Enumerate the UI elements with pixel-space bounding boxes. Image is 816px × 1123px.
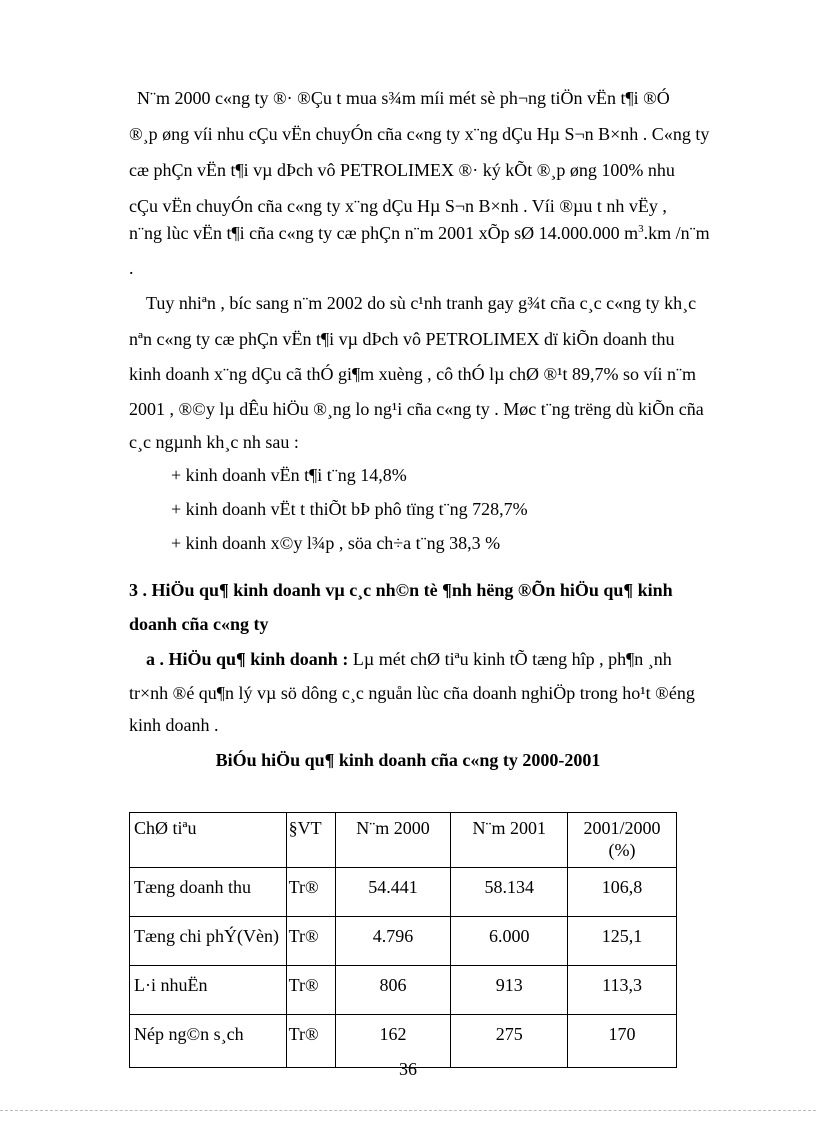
header-ratio-label: 2001/2000 xyxy=(583,818,661,838)
row-value-2000: 162 xyxy=(335,1015,451,1068)
bullet-item-1: + kinh doanh vËn t¶i t¨ng 14,8% xyxy=(171,465,407,485)
subsection-text: Lµ mét chØ tiªu kinh tÕ tæng hîp , ph¶n ¸nh xyxy=(348,649,672,669)
header-ratio-unit: (%) xyxy=(608,840,636,860)
page-bottom-edge xyxy=(0,1110,816,1111)
table-row xyxy=(130,917,677,966)
subsection-label: a . HiÖu qu¶ kinh doanh : xyxy=(146,649,349,669)
section-heading-line-2: doanh cña c«ng ty xyxy=(129,614,269,634)
bullet-item-3: + kinh doanh x©y l¾p , söa ch÷a t¨ng 38,3 % xyxy=(171,533,501,553)
row-unit: Tr® xyxy=(286,868,335,917)
row-value-2000: 806 xyxy=(335,966,451,1015)
header-unit: §VT xyxy=(286,813,335,868)
row-unit: Tr® xyxy=(286,917,335,966)
row-label: Nép ng©n s¸ch xyxy=(130,1015,287,1068)
row-label: L·i nhuËn xyxy=(130,966,287,1015)
section-heading-line-1: 3 . HiÖu qu¶ kinh doanh vµ c¸c nh©n tè ¶nh hëng ®Õn hiÖu qu¶ kinh xyxy=(129,580,673,600)
superscript-unit: 3 xyxy=(638,223,644,235)
row-value-2001: 275 xyxy=(451,1015,568,1068)
row-value-2001: 58.134 xyxy=(451,868,568,917)
row-value-2000: 4.796 xyxy=(335,917,451,966)
paragraph-2-line-1: Tuy nhiªn , bíc sang n¨m 2002 do sù c¹nh tranh gay g¾t cña c¸c c«ng ty kh¸c xyxy=(146,293,697,313)
paragraph-1-line-5 xyxy=(129,221,710,245)
paragraph-1-line-3: cæ phÇn vËn t¶i vµ dÞch vô PETROLIMEX ®· ký kÕt ®¸p øng 100% nhu xyxy=(129,160,675,180)
paragraph-2-line-3: kinh doanh x¨ng dÇu cã thÓ gi¶m xuèng , cô thÓ lµ chØ ®¹t 89,7% so víi n¨m xyxy=(129,364,697,384)
row-ratio: 106,8 xyxy=(568,868,677,917)
subsection-line-3: kinh doanh . xyxy=(129,715,219,735)
paragraph-1-line-6: . xyxy=(129,258,134,278)
paragraph-2-line-2: nªn c«ng ty cæ phÇn vËn t¶i vµ dÞch vô PETROLIMEX dï kiÕn doanh thu xyxy=(129,329,675,349)
paragraph-1-line-1: N¨m 2000 c«ng ty ®· ®Çu t mua s¾m míi mét sè ph¬ng tiÖn vËn t¶i ®Ó xyxy=(137,88,670,108)
paragraph-2-line-5: c¸c ngµnh kh¸c nh sau : xyxy=(129,432,299,452)
efficiency-table xyxy=(129,812,677,1068)
row-unit: Tr® xyxy=(286,1015,335,1068)
paragraph-1-line-5-tail: .km /n¨m xyxy=(643,223,710,243)
header-year-2001: N¨m 2001 xyxy=(451,813,568,868)
row-ratio: 170 xyxy=(568,1015,677,1068)
paragraph-1-line-2: ®¸p øng víi nhu cÇu vËn chuyÓn cña c«ng ty x¨ng dÇu Hµ S¬n B×nh . C«ng ty xyxy=(129,124,710,144)
table-header-row xyxy=(130,813,677,868)
subsection-line-1 xyxy=(146,647,672,671)
row-value-2000: 54.441 xyxy=(335,868,451,917)
row-value-2001: 913 xyxy=(451,966,568,1015)
table-row xyxy=(130,868,677,917)
paragraph-1-line-4: cÇu vËn chuyÓn cña c«ng ty x¨ng dÇu Hµ S¬n B×nh . Víi ®µu t nh vËy , xyxy=(129,196,667,216)
table-caption: BiÓu hiÖu qu¶ kinh doanh cña c«ng ty 2000-2001 xyxy=(215,750,601,770)
row-value-2001: 6.000 xyxy=(451,917,568,966)
subsection-line-2: tr×nh ®é qu¶n lý vµ sö dông c¸c nguån lùc cña doanh nghiÖp trong ho¹t ®éng xyxy=(129,683,695,703)
row-label: Tæng doanh thu xyxy=(130,868,287,917)
row-unit: Tr® xyxy=(286,966,335,1015)
row-ratio: 113,3 xyxy=(568,966,677,1015)
bullet-item-2: + kinh doanh vËt t thiÕt bÞ phô tïng t¨ng 728,7% xyxy=(171,499,528,519)
row-ratio: 125,1 xyxy=(568,917,677,966)
paragraph-1-line-5-text: n¨ng lùc vËn t¶i cña c«ng ty cæ phÇn n¨m 2001 xÕp sØ 14.000.000 m xyxy=(129,223,639,243)
header-year-2000: N¨m 2000 xyxy=(335,813,451,868)
paragraph-2-line-4: 2001 , ®©y lµ dÊu hiÖu ®¸ng lo ng¹i cña c«ng ty . Møc t¨ng trëng dù kiÕn cña xyxy=(129,399,704,419)
table-row xyxy=(130,966,677,1015)
page-number: 36 xyxy=(399,1059,417,1079)
header-indicator: ChØ tiªu xyxy=(130,813,287,868)
row-label: Tæng chi phÝ(Vèn) xyxy=(130,917,287,966)
header-ratio xyxy=(568,813,677,868)
